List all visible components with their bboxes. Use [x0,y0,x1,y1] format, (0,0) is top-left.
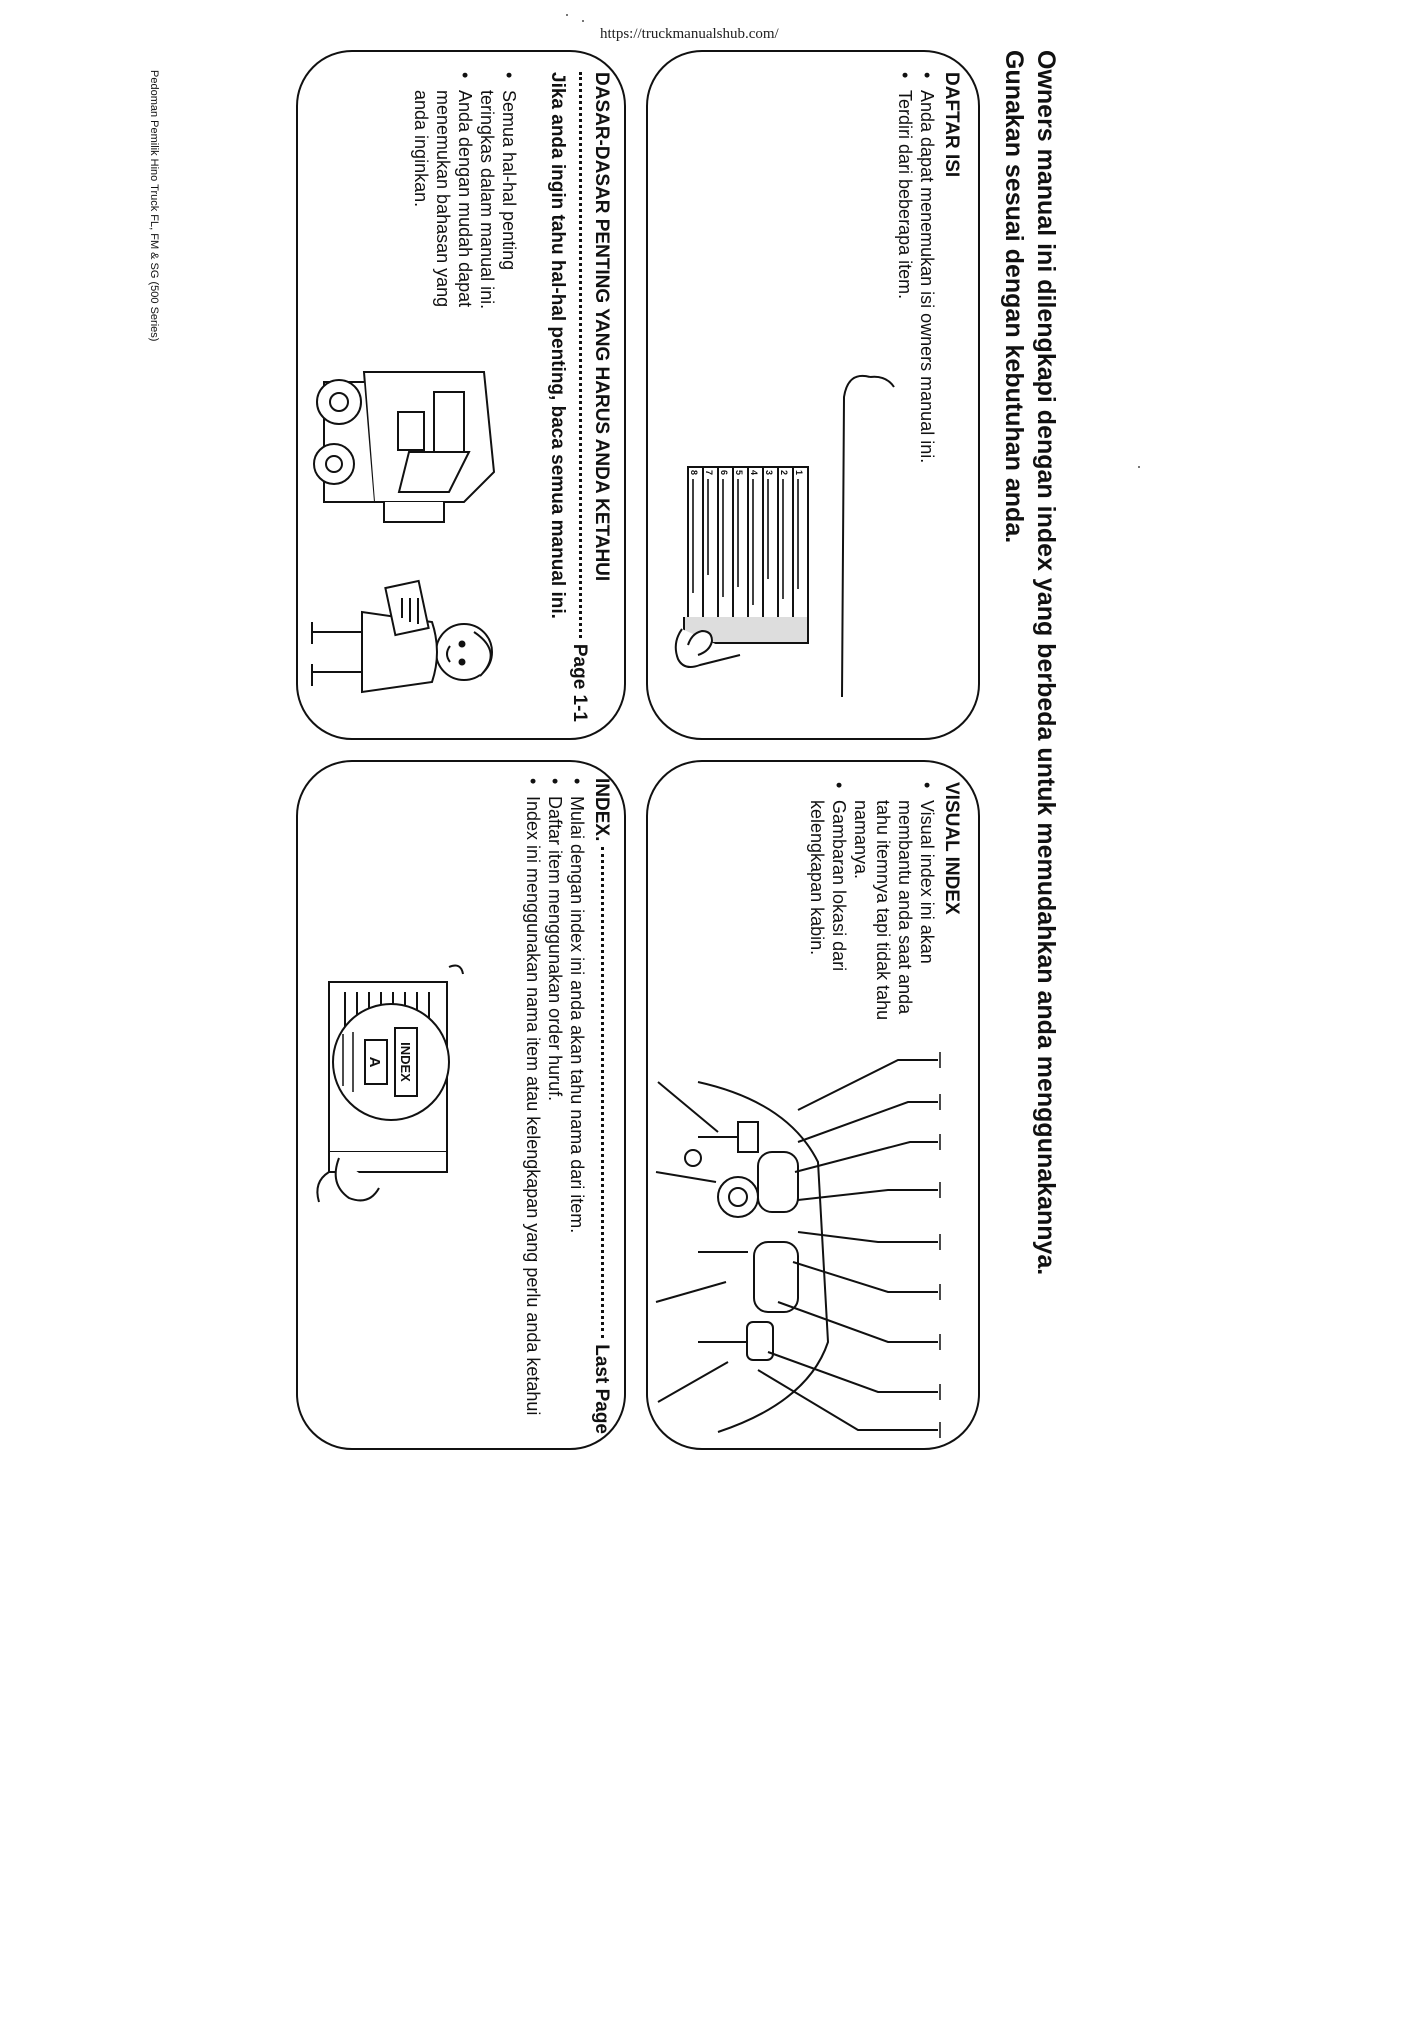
svg-text:3: 3 [764,470,774,476]
svg-text:8: 8 [689,470,699,476]
svg-text:4: 4 [749,470,759,476]
panel-intro: Jika anda ingin tahu hal-hal penting, baca semua manual ini. [547,72,568,619]
panel-dasar-dasar-penting [296,50,626,740]
bullet-item: • Index ini menggunakan nama item atau kelengkapan yang perlu anda ketahui [522,778,544,1434]
scan-speck [566,14,568,16]
scan-speck [1138,466,1140,468]
panel-title-row [590,72,612,722]
page-reference-row [568,72,590,722]
page-footer: Pedoman Pemilik Hino Truck FL, FM & SG (500 Series) [148,70,160,342]
source-url: https://truckmanualshub.com/ [600,26,779,42]
panel-title: DAFTAR ISI [941,72,962,178]
dot-leader [601,847,604,1338]
scan-speck [582,20,584,22]
panel-title: DASAR-DASAR PENTING YANG HARUS ANDA KETAHUI [591,72,612,582]
driver-and-truck-illustration [299,352,524,732]
rotated-page [162,50,1062,1450]
svg-text:1: 1 [794,470,804,476]
bullet-item: • Daftar item menggunakan order huruf. [544,778,566,1434]
svg-text:6: 6 [719,470,729,476]
panel-daftar-isi [646,50,980,740]
index-book-label: INDEX [398,1042,413,1082]
page-reference: Page 1-1 [569,643,590,722]
heading-line-2: Gunakan sesuai dengan kebutuhan anda. [1000,50,1028,544]
svg-text:2: 2 [779,470,789,476]
heading-line-1: Owners manual ini dilengkapi dengan index yang berbeda untuk memudahkan anda menggunakannya. [1032,50,1060,1276]
page-heading [998,50,1062,1450]
panel-visual-index [646,760,980,1450]
bullet-item: • Anda dapat menemukan isi owners manual ini. [916,72,938,492]
bullet-item: • Anda dengan mudah dapat menemukan bahasan yang anda inginkan. [410,72,476,342]
index-letter: A [366,1056,383,1068]
panel-index [296,760,626,1450]
bullet-item: • Mulai dengan index ini anda akan tahu nama dari item. [566,778,588,1434]
svg-text:7: 7 [704,470,714,476]
svg-text:5: 5 [734,470,744,476]
panel-title: INDEX. [591,778,612,842]
page-reference: Last Page [591,1344,612,1434]
bullet-item: • Semua hal-hal penting teringkas dalam manual ini. [476,72,520,342]
dot-leader [579,72,582,638]
panel-title: VISUAL INDEX [941,782,962,915]
bullet-item: • Visual index ini akan membantu anda saat anda tahu itemnya tapi tidak tahu namanya. [850,782,938,1042]
cabin-dashboard-illustration [648,1042,948,1442]
index-book-illustration [299,962,469,1272]
bullet-item: • Terdiri dari beberapa item. [894,72,916,492]
panel-title-row [590,778,612,1434]
binder-tabs-illustration [648,367,938,737]
bullet-item: • Gambaran lokasi dari kelengkapan kabin. [806,782,850,1042]
